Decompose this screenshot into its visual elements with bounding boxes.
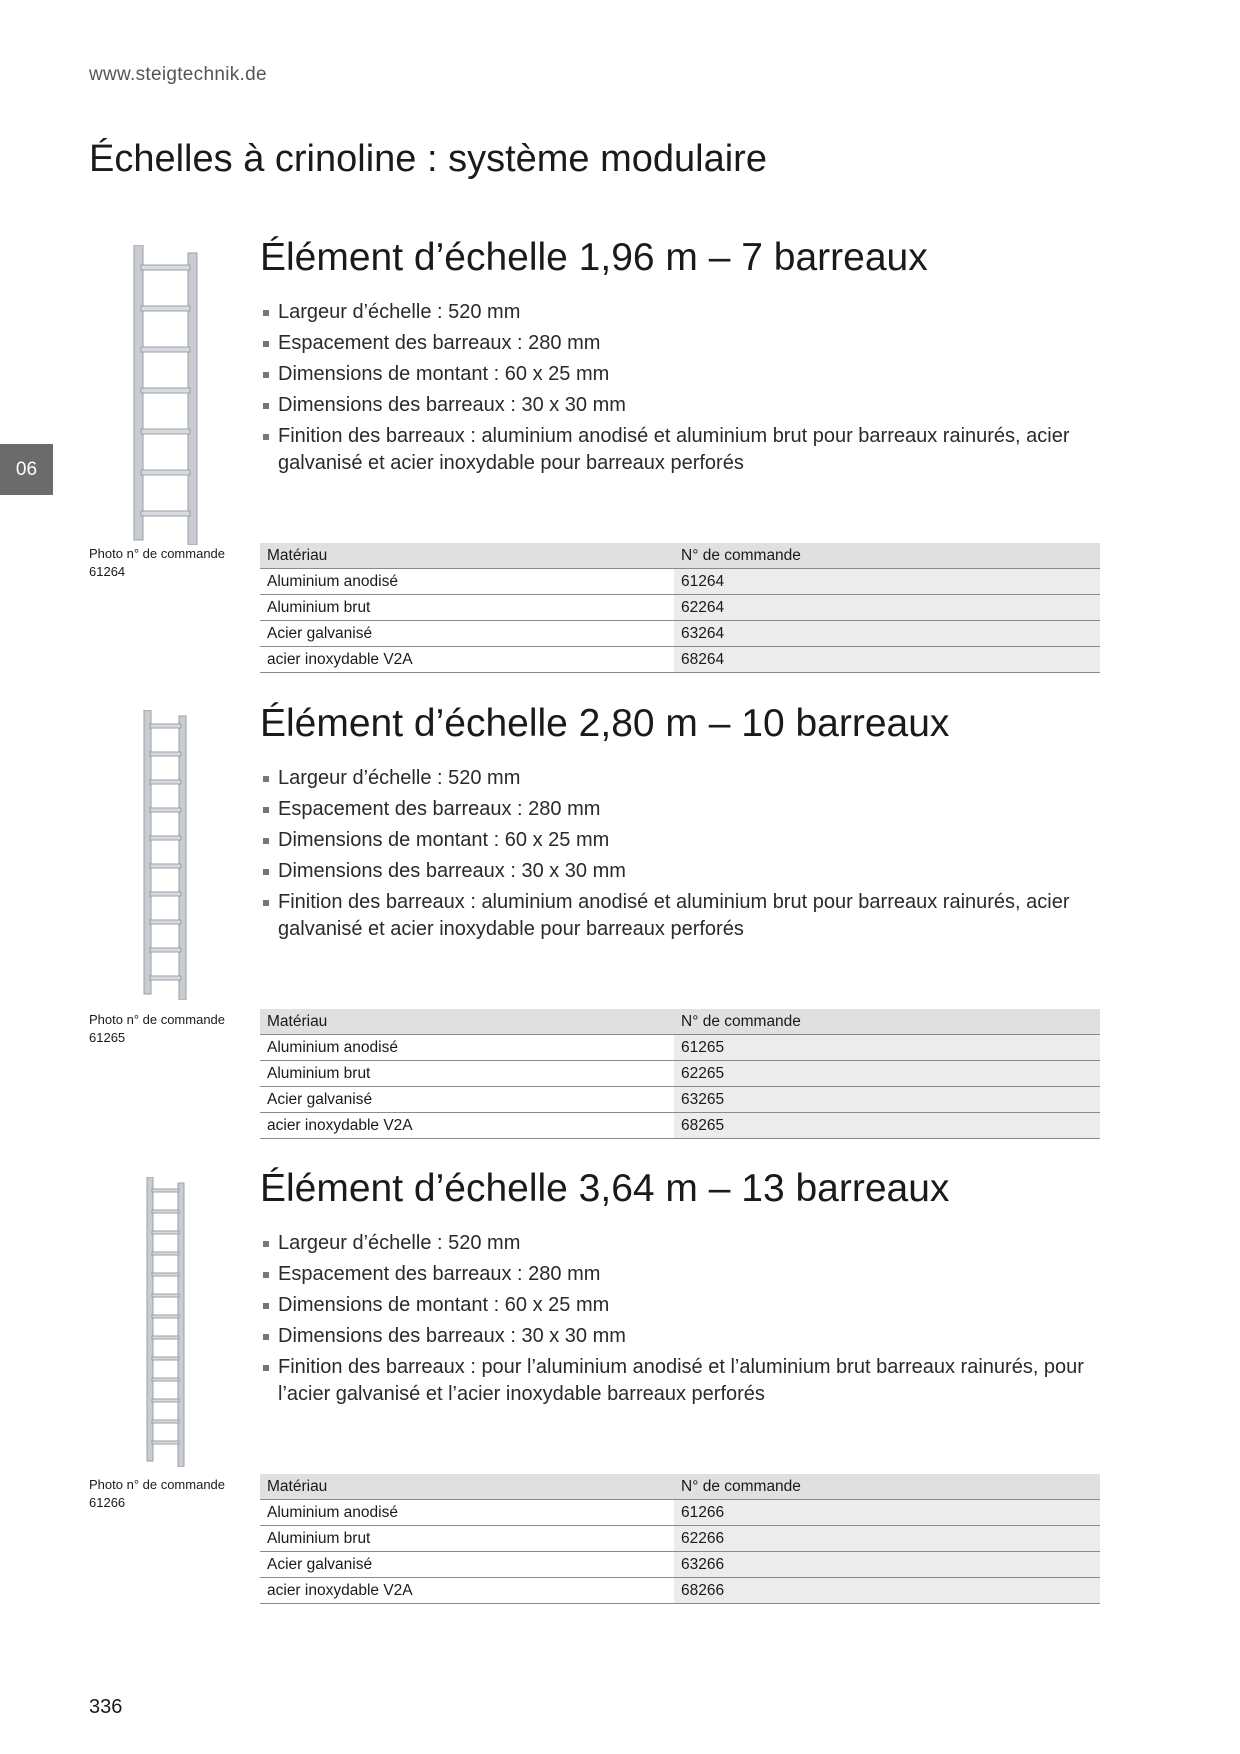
column-header-material: Matériau <box>260 1474 674 1500</box>
material-cell: Acier galvanisé <box>260 1087 674 1113</box>
column-header-order-no: N° de commande <box>674 1474 1100 1500</box>
product-section-2 <box>0 695 1240 1145</box>
material-cell: Aluminium anodisé <box>260 1035 674 1061</box>
table-row <box>260 1061 1100 1087</box>
photo-caption: Photo n° de commande 61264 <box>89 546 226 579</box>
spec-item: Espacement des barreaux : 280 mm <box>260 330 1100 357</box>
spec-item: Dimensions des barreaux : 30 x 30 mm <box>260 392 1100 419</box>
page-title: Échelles à crinoline : système modulaire <box>89 138 767 180</box>
order-number-cell: 68265 <box>674 1113 1100 1139</box>
table-row <box>260 621 1100 647</box>
product-title: Élément d’échelle 3,64 m – 13 barreaux <box>260 1167 950 1210</box>
table-header-row <box>260 1474 1100 1500</box>
spec-item: Finition des barreaux : aluminium anodisé et aluminium brut pour barreaux rainurés, acier galvanisé et acier inoxydable pour barreaux perforés <box>260 889 1100 943</box>
spec-item: Espacement des barreaux : 280 mm <box>260 1261 1100 1288</box>
table-row <box>260 1500 1100 1526</box>
page-number: 336 <box>89 1696 123 1718</box>
photo-caption: Photo n° de commande 61265 <box>89 1012 226 1045</box>
ladder-10-rungs-icon <box>141 710 191 1000</box>
column-header-order-no: N° de commande <box>674 1009 1100 1035</box>
table-row <box>260 569 1100 595</box>
ladder-13-rungs-icon <box>145 1177 187 1467</box>
table-row <box>260 1087 1100 1113</box>
spec-item: Finition des barreaux : pour l’aluminium anodisé et l’aluminium brut barreaux rainurés, pour l’acier galvanisé et l’acier inoxydable barreaux perforés <box>260 1354 1100 1408</box>
order-number-cell: 63264 <box>674 621 1100 647</box>
order-number-cell: 63265 <box>674 1087 1100 1113</box>
material-cell: Aluminium brut <box>260 1526 674 1552</box>
spec-item: Dimensions de montant : 60 x 25 mm <box>260 1292 1100 1319</box>
spec-list <box>260 299 1100 481</box>
ladder-7-rungs-icon <box>131 245 201 545</box>
spec-item: Dimensions de montant : 60 x 25 mm <box>260 361 1100 388</box>
order-number-cell: 62265 <box>674 1061 1100 1087</box>
website-url: www.steigtechnik.de <box>89 64 267 85</box>
material-cell: Acier galvanisé <box>260 621 674 647</box>
table-row <box>260 1552 1100 1578</box>
product-title: Élément d’échelle 2,80 m – 10 barreaux <box>260 702 950 745</box>
table-row <box>260 1526 1100 1552</box>
material-cell: Aluminium brut <box>260 1061 674 1087</box>
order-number-cell: 62266 <box>674 1526 1100 1552</box>
column-header-material: Matériau <box>260 1009 674 1035</box>
order-number-cell: 68264 <box>674 647 1100 673</box>
table-header-row <box>260 543 1100 569</box>
spec-item: Largeur d’échelle : 520 mm <box>260 765 1100 792</box>
material-cell: Aluminium anodisé <box>260 1500 674 1526</box>
material-cell: Aluminium anodisé <box>260 569 674 595</box>
spec-item: Dimensions de montant : 60 x 25 mm <box>260 827 1100 854</box>
table-row <box>260 1035 1100 1061</box>
chapter-tab: 06 <box>0 444 53 495</box>
spec-item: Espacement des barreaux : 280 mm <box>260 796 1100 823</box>
spec-item: Dimensions des barreaux : 30 x 30 mm <box>260 858 1100 885</box>
order-table <box>260 543 1100 673</box>
material-cell: acier inoxydable V2A <box>260 1113 674 1139</box>
table-row <box>260 1578 1100 1604</box>
table-row <box>260 1113 1100 1139</box>
column-header-material: Matériau <box>260 543 674 569</box>
spec-item: Largeur d’échelle : 520 mm <box>260 1230 1100 1257</box>
order-table <box>260 1474 1100 1604</box>
spec-item: Dimensions des barreaux : 30 x 30 mm <box>260 1323 1100 1350</box>
order-number-cell: 68266 <box>674 1578 1100 1604</box>
column-header-order-no: N° de commande <box>674 543 1100 569</box>
product-section-1 <box>0 230 1240 680</box>
table-header-row <box>260 1009 1100 1035</box>
table-row <box>260 595 1100 621</box>
photo-caption: Photo n° de commande 61266 <box>89 1477 226 1510</box>
material-cell: acier inoxydable V2A <box>260 647 674 673</box>
spec-item: Finition des barreaux : aluminium anodisé et aluminium brut pour barreaux rainurés, acier galvanisé et acier inoxydable pour barreaux perforés <box>260 423 1100 477</box>
product-section-3 <box>0 1160 1240 1610</box>
order-number-cell: 62264 <box>674 595 1100 621</box>
material-cell: acier inoxydable V2A <box>260 1578 674 1604</box>
order-number-cell: 61264 <box>674 569 1100 595</box>
order-number-cell: 61266 <box>674 1500 1100 1526</box>
product-title: Élément d’échelle 1,96 m – 7 barreaux <box>260 236 928 279</box>
order-table <box>260 1009 1100 1139</box>
spec-list <box>260 1230 1100 1412</box>
order-number-cell: 61265 <box>674 1035 1100 1061</box>
order-number-cell: 63266 <box>674 1552 1100 1578</box>
spec-list <box>260 765 1100 947</box>
table-row <box>260 647 1100 673</box>
material-cell: Acier galvanisé <box>260 1552 674 1578</box>
material-cell: Aluminium brut <box>260 595 674 621</box>
spec-item: Largeur d’échelle : 520 mm <box>260 299 1100 326</box>
